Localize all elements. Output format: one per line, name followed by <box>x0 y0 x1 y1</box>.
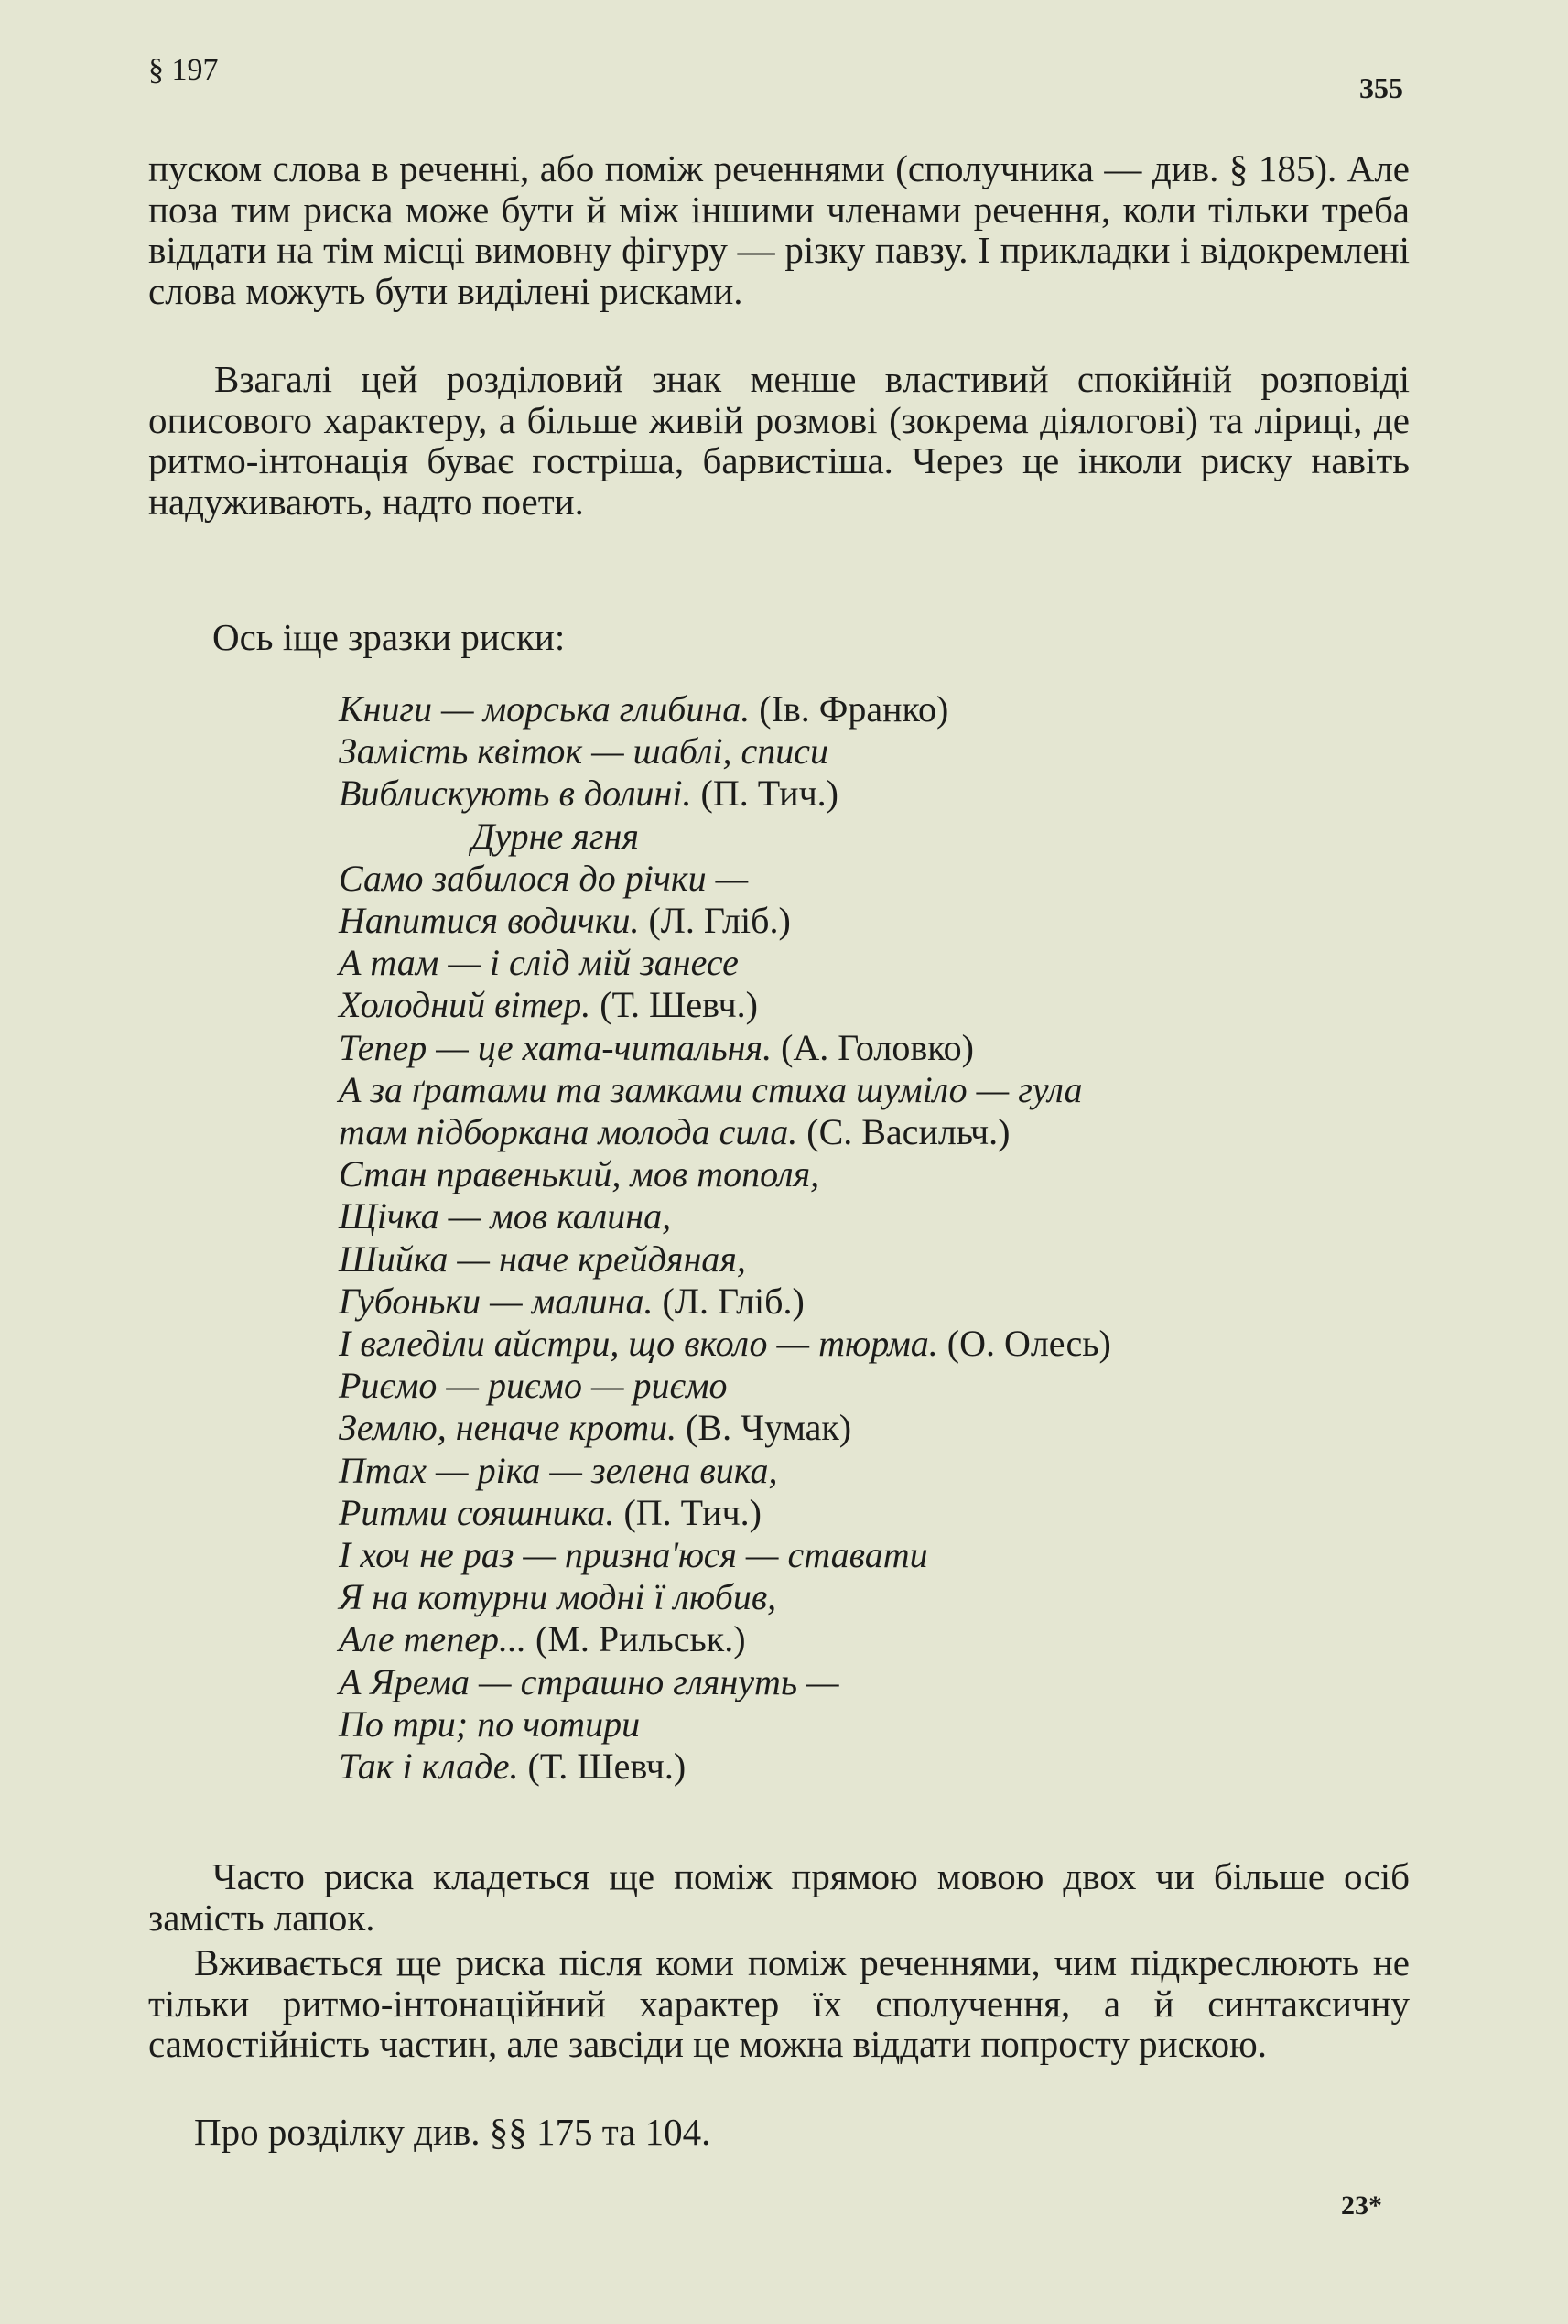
example-line <box>339 1407 1437 1449</box>
example-line <box>339 1323 1437 1365</box>
example-verse: Щічка — мов калина, <box>339 1195 672 1238</box>
example-source: (В. Чумак) <box>686 1407 852 1449</box>
example-verse: там підборкана молода сила. <box>339 1111 798 1153</box>
example-source: (П. Тич.) <box>623 1491 762 1533</box>
example-line <box>339 858 1437 900</box>
example-line <box>339 1450 1437 1492</box>
example-verse: Холодний вітер. <box>339 984 591 1026</box>
example-verse: Книги — морська глибина. <box>339 688 751 730</box>
paragraph-3: Часто риска кладеться ще поміж прямою мовою двох чи більше осіб замість лапок. <box>148 1855 1410 1939</box>
example-verse: Я на котурни модні ї любив, <box>339 1576 777 1618</box>
example-verse: Так і кладе. <box>339 1746 519 1788</box>
example-line <box>339 1238 1437 1281</box>
paragraph-2: Взагалі цей розділовий знак менше властивий спокійній розповіді описового характеру, а більше живій розмові (зокрема діялогові) та ліриці, де ритмо-інтонація буває гостріша, барвистіша. Через це інколи риску навіть надуживають, надто поети. <box>148 358 1410 523</box>
example-line <box>339 1746 1437 1788</box>
example-verse: Ритми сояшника. <box>339 1491 615 1533</box>
example-line <box>339 1492 1437 1534</box>
example-verse: По три; по чотири <box>339 1702 641 1745</box>
signature-mark: 23* <box>1341 2190 1382 2221</box>
example-line <box>339 1576 1437 1618</box>
example-verse: Тепер — це хата-читальня. <box>339 1026 773 1068</box>
example-line <box>339 1111 1437 1153</box>
example-verse: Птах — ріка — зелена вика, <box>339 1449 778 1491</box>
example-verse: Землю, неначе кроти. <box>339 1407 677 1449</box>
example-verse: Але тепер... <box>339 1618 527 1660</box>
example-line <box>339 984 1437 1026</box>
paragraph-1: пуском слова в реченні, або поміж реченнями (сполучника — див. § 185). Але поза тим риска може бути й між іншими членами речення, коли тільки треба віддати на тім місці вимовну фігуру — різку павзу. І прикладки і відокремлені слова можуть бути виділені рисками. <box>148 147 1410 312</box>
example-line <box>339 1365 1437 1407</box>
example-verse: Риємо — риємо — риємо <box>339 1365 728 1407</box>
paragraph-4: Вживається ще риска після коми поміж реченнями, чим підкреслюють не тільки ритмо-інтонаційний характер їх сполучення, а й синтаксичну самостійність частин, але завсіди це можна віддати попросту рискою. <box>148 1941 1410 2066</box>
example-line <box>339 688 1437 730</box>
example-verse: І хоч не раз — призна'юся — ставати <box>339 1534 928 1576</box>
example-line <box>339 1153 1437 1195</box>
example-verse: Само забилося до річки — <box>339 857 749 899</box>
example-line <box>339 1281 1437 1323</box>
example-verse: Напитися водички. <box>339 900 640 942</box>
example-verse: А там — і слід мій занесе <box>339 942 739 984</box>
example-line <box>339 1703 1437 1746</box>
example-line <box>339 816 1437 858</box>
example-source: (Л. Гліб.) <box>662 1280 805 1322</box>
example-verse: Замість квіток — шаблі, списи <box>339 730 829 773</box>
example-line <box>339 900 1437 942</box>
example-verse: А Ярема — страшно глянуть — <box>339 1660 839 1702</box>
example-line <box>339 1534 1437 1576</box>
example-source: (Ів. Франко) <box>759 688 949 730</box>
example-line <box>339 773 1437 815</box>
example-source: (Т. Шевч.) <box>600 984 758 1026</box>
section-reference: § 197 <box>148 53 219 87</box>
example-line <box>339 1069 1437 1111</box>
example-verse: Губоньки — малина. <box>339 1280 654 1322</box>
example-source: (П. Тич.) <box>700 773 839 815</box>
example-verse: Стан правенький, мов тополя, <box>339 1153 820 1195</box>
example-source: (М. Рильськ.) <box>535 1618 746 1660</box>
example-line <box>339 942 1437 984</box>
example-line <box>339 1195 1437 1238</box>
page-number: 355 <box>1359 71 1403 104</box>
example-verse: Дурне ягня <box>471 815 639 857</box>
example-source: (О. Олесь) <box>946 1323 1111 1365</box>
example-verse: Шийка — наче крейдяная, <box>339 1238 746 1280</box>
example-source: (А. Головко) <box>781 1026 974 1068</box>
examples-intro: Ось іще зразки риски: <box>212 616 566 658</box>
example-line <box>339 1661 1437 1703</box>
example-source: (Т. Шевч.) <box>527 1746 687 1788</box>
example-source: (С. Васильч.) <box>806 1111 1011 1153</box>
example-source: (Л. Гліб.) <box>648 900 791 942</box>
example-line <box>339 1618 1437 1660</box>
example-line <box>339 730 1437 773</box>
example-line <box>339 1027 1437 1069</box>
example-verse: А за ґратами та замками стиха шуміло — гула <box>339 1068 1083 1110</box>
example-verse: Виблискують в долині. <box>339 773 692 815</box>
example-verse: І вгледіли айстри, що вколо — тюрма. <box>339 1323 938 1365</box>
examples-block <box>339 688 1437 1788</box>
paragraph-5: Про розділку див. §§ 175 та 104. <box>194 2111 711 2153</box>
